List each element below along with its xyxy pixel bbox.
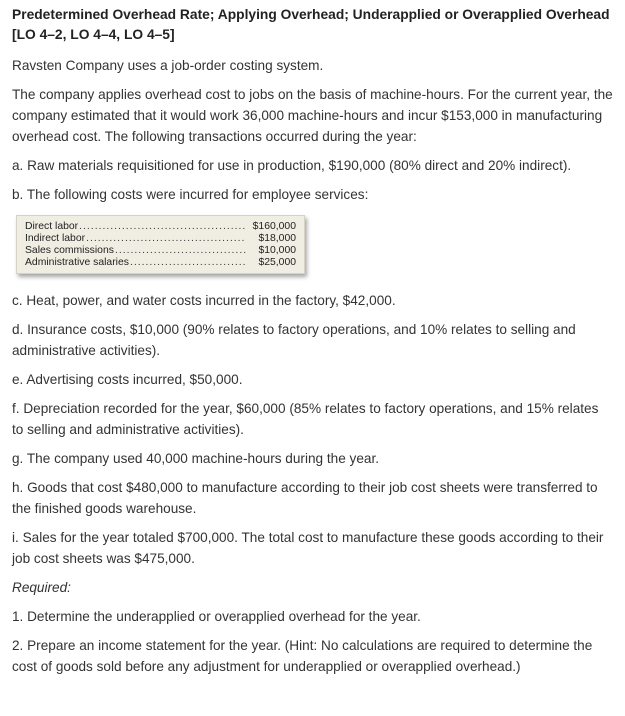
requirement-2: 2. Prepare an income statement for the year. (Hint: No calculations are required to determine the cost of goods sold before any adjustment for underapplied or overapplied overhead.): [12, 638, 593, 674]
cost-label: Administrative salaries: [25, 257, 129, 268]
transaction-i: i. Sales for the year totaled $700,000. The total cost to manufacture these goods according to their job cost sheets was $475,000.: [12, 530, 604, 566]
cost-value: $18,000: [258, 233, 296, 244]
requirement-1: 1. Determine the underapplied or overapplied overhead for the year.: [12, 609, 421, 624]
transaction-h: h. Goods that cost $480,000 to manufacture according to their job cost sheets were transferred to the finished goods warehouse.: [12, 480, 598, 516]
leader-dots: [130, 257, 246, 269]
employee-costs-table: [16, 215, 305, 274]
cost-row-direct-labor: [25, 221, 296, 233]
cost-label: Direct labor: [25, 221, 79, 232]
cost-row-indirect-labor: [25, 233, 296, 245]
transaction-c: c. Heat, power, and water costs incurred in the factory, $42,000.: [12, 293, 396, 308]
leader-dots: [115, 245, 246, 257]
cost-row-administrative-salaries: [25, 257, 296, 269]
transaction-g: g. The company used 40,000 machine-hours during the year.: [12, 451, 380, 466]
transaction-f: f. Depreciation recorded for the year, $60,000 (85% relates to factory operations, and 15% relates to selling and administrative activities).: [12, 401, 599, 437]
transaction-d: d. Insurance costs, $10,000 (90% relates to factory operations, and 10% relates to selling and administrative activities).: [12, 322, 576, 358]
required-label: Required:: [12, 580, 71, 595]
cost-row-sales-commissions: [25, 245, 296, 257]
problem-title: Predetermined Overhead Rate; Applying Overhead; Underapplied or Overapplied Overhead [LO 4–2, LO 4–4, LO 4–5]: [12, 7, 610, 42]
cost-label: Indirect labor: [25, 233, 86, 244]
cost-value: $10,000: [258, 245, 296, 256]
cost-value: $160,000: [252, 221, 296, 232]
cost-value: $25,000: [258, 257, 296, 268]
leader-dots: [79, 221, 246, 233]
cost-label: Sales commissions: [25, 245, 114, 256]
transaction-a: a. Raw materials requisitioned for use in production, $190,000 (80% direct and 20% indirect).: [12, 158, 572, 173]
transaction-b: b. The following costs were incurred for employee services:: [12, 187, 369, 202]
transaction-e: e. Advertising costs incurred, $50,000.: [12, 372, 243, 387]
description-text: The company applies overhead cost to jobs on the basis of machine-hours. For the current year, the company estimated that it would work 36,000 machine-hours and incur $153,000 in manufacturing overhead cost. The following transactions occurred during the year:: [12, 87, 613, 144]
intro-text: Ravsten Company uses a job-order costing system.: [12, 58, 324, 73]
leader-dots: [86, 233, 246, 245]
